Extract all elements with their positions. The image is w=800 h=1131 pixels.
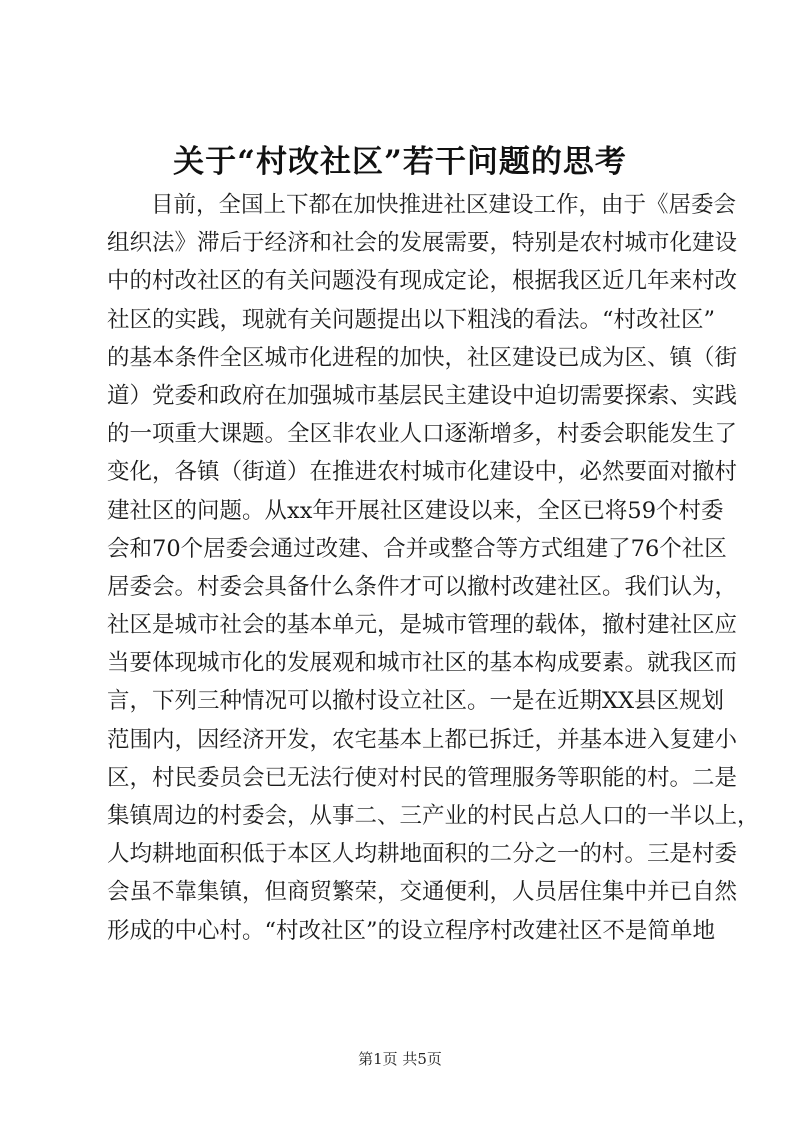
body-line: 社区的实践，现就有关问题提出以下粗浅的看法。“村改社区”: [107, 306, 716, 333]
page-number-footer: 第1页 共5页: [358, 1050, 442, 1068]
body-line: 社区是城市社会的基本单元，是城市管理的载体，撤村建社区应: [107, 612, 738, 639]
body-line: 道）党委和政府在加强城市基层民主建设中迫切需要探索、实践: [107, 382, 738, 409]
body-line: 集镇周边的村委会，从事二、三产业的村民占总人口的一半以上，: [107, 803, 760, 829]
body-line: 的一项重大课题。全区非农业人口逐渐增多，村委会职能发生了: [107, 421, 738, 448]
body-line: 形成的中心村。“村改社区”的设立程序村改建社区不是简单地: [107, 917, 716, 944]
body-line: 目前，全国上下都在加快推进社区建设工作，由于《居委会: [151, 192, 737, 218]
body-line: 会和70个居委会通过改建、合并或整合等方式组建了76个社区: [107, 535, 727, 562]
body-line: 当要体现城市化的发展观和城市社区的基本构成要素。就我区而: [107, 650, 738, 677]
body-line: 会虽不靠集镇，但商贸繁荣，交通便利，人员居住集中并已自然: [107, 879, 738, 906]
document-body: [107, 186, 760, 950]
body-line: 范围内，因经济开发，农宅基本上都已拆迁，并基本进入复建小: [107, 726, 738, 753]
body-line: 变化，各镇（街道）在推进农村城市化建设中，必然要面对撤村: [107, 459, 738, 486]
document-title: 关于“村改社区”若干问题的思考: [173, 144, 627, 180]
body-line: 区，村民委员会已无法行使对村民的管理服务等职能的村。二是: [107, 764, 738, 791]
body-line: 居委会。村委会具备什么条件才可以撤村改建社区。我们认为，: [107, 573, 738, 600]
body-line: 建社区的问题。从xx年开展社区建设以来，全区已将59个村委: [107, 497, 724, 524]
body-line: 的基本条件全区城市化进程的加快，社区建设已成为区、镇（街: [107, 344, 738, 371]
body-line: 组织法》滞后于经济和社会的发展需要，特别是农村城市化建设: [107, 230, 738, 257]
body-line: 言，下列三种情况可以撤村设立社区。一是在近期XX县区规划: [107, 688, 725, 715]
body-line: 人均耕地面积低于本区人均耕地面积的二分之一的村。三是村委: [107, 841, 738, 868]
body-line: 中的村改社区的有关问题没有现成定论，根据我区近几年来村改: [107, 268, 738, 295]
